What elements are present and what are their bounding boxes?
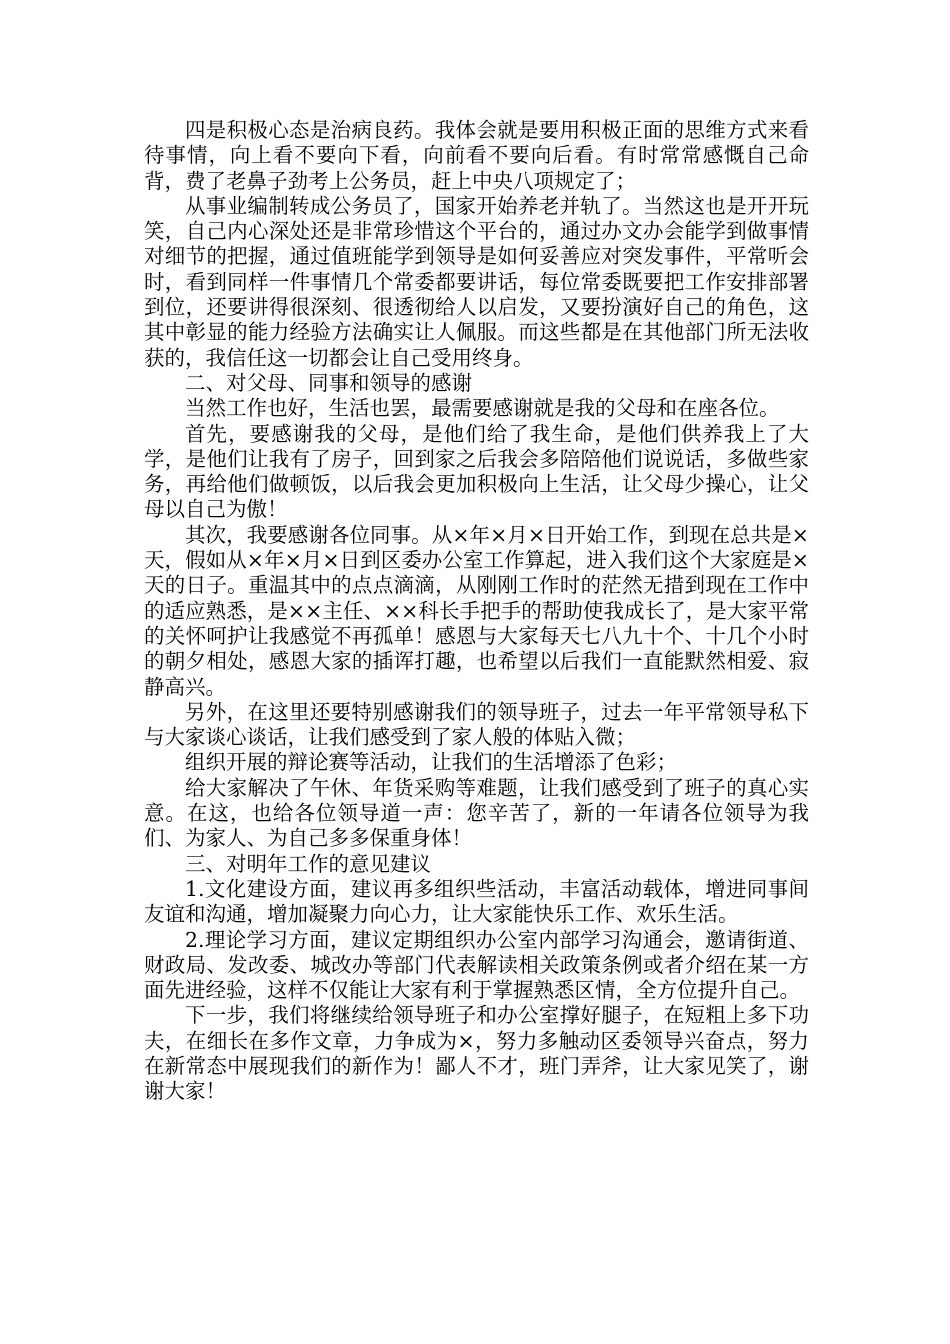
paragraph: 首先，要感谢我的父母，是他们给了我生命，是他们供养我上了大学，是他们让我有了房子，回到家之后我会多陪陪他们说说话，多做些家务，再给他们做顿饭，以后我会更加积极向上生活，让父母少操心，让父母以自己为傲！ [144,421,809,522]
paragraph: 给大家解决了午休、年货采购等难题，让我们感受到了班子的真心实意。在这，也给各位领导道一声：您辛苦了，新的一年请各位领导为我们、为家人、为自己多多保重身体！ [144,775,809,851]
paragraph: 其次，我要感谢各位同事。从×年×月×日开始工作，到现在总共是×天，假如从×年×月×日到区委办公室工作算起，进入我们这个大家庭是×天的日子。重温其中的点点滴滴，从刚刚工作时的茫然无措到现在工作中的适应熟悉，是××主任、××科长手把手的帮助使我成长了，是大家平常的关怀呵护让我感觉不再孤单！感恩与大家每天七八九十个、十几个小时的朝夕相处，感恩大家的插诨打趣，也希望以后我们一直能默然相爱、寂静高兴。 [144,522,809,699]
paragraph: 组织开展的辩论赛等活动，让我们的生活增添了色彩； [185,750,677,775]
paragraph: 从事业编制转成公务员了，国家开始养老并轨了。当然这也是开开玩笑，自己内心深处还是非常珍惜这个平台的，通过办文办会能学到做事情对细节的把握，通过值班能学到领导是如何妥善应对突发事件，平常听会时，看到同样一件事情几个常委都要讲话，每位常委既要把工作安排部署到位，还要讲得很深刻、很透彻给人以启发，又要扮演好自己的角色，这其中彰显的能力经验方法确实让人佩服。而这些都是在其他部门所无法收获的，我信任这一切都会让自己受用终身。 [144,193,809,370]
paragraph: 当然工作也好，生活也罢，最需要感谢就是我的父母和在座各位。 [185,396,780,421]
section-heading: 三、对明年工作的意见建议 [185,851,431,876]
paragraph: 另外，在这里还要特别感谢我们的领导班子，过去一年平常领导私下与大家谈心谈话，让我们感受到了家人般的体贴入微； [144,699,809,750]
list-item: 2.理论学习方面，建议定期组织办公室内部学习沟通会，邀请街道、财政局、发改委、城改办等部门代表解读相关政策条例或者介绍在某一方面先进经验，这样不仅能让大家有利于掌握熟悉区情，全方位提升自己。 [144,927,809,1003]
list-item: 1.文化建设方面，建议再多组织些活动，丰富活动载体，增进同事间友谊和沟通，增加凝聚力向心力，让大家能快乐工作、欢乐生活。 [144,876,809,927]
paragraph: 四是积极心态是治病良药。我体会就是要用积极正面的思维方式来看待事情，向上看不要向下看，向前看不要向后看。有时常常感慨自己命背，费了老鼻子劲考上公务员，赶上中央八项规定了； [144,118,809,193]
paragraph: 下一步，我们将继续给领导班子和办公室撑好腿子，在短粗上多下功夫，在细长在多作文章，力争成为×，努力多触动区委领导兴奋点，努力在新常态中展现我们的新作为！鄙人不才，班门弄斧，让大家见笑了，谢谢大家！ [144,1003,809,1104]
document-body [144,118,809,1105]
section-heading: 二、对父母、同事和领导的感谢 [185,370,472,395]
